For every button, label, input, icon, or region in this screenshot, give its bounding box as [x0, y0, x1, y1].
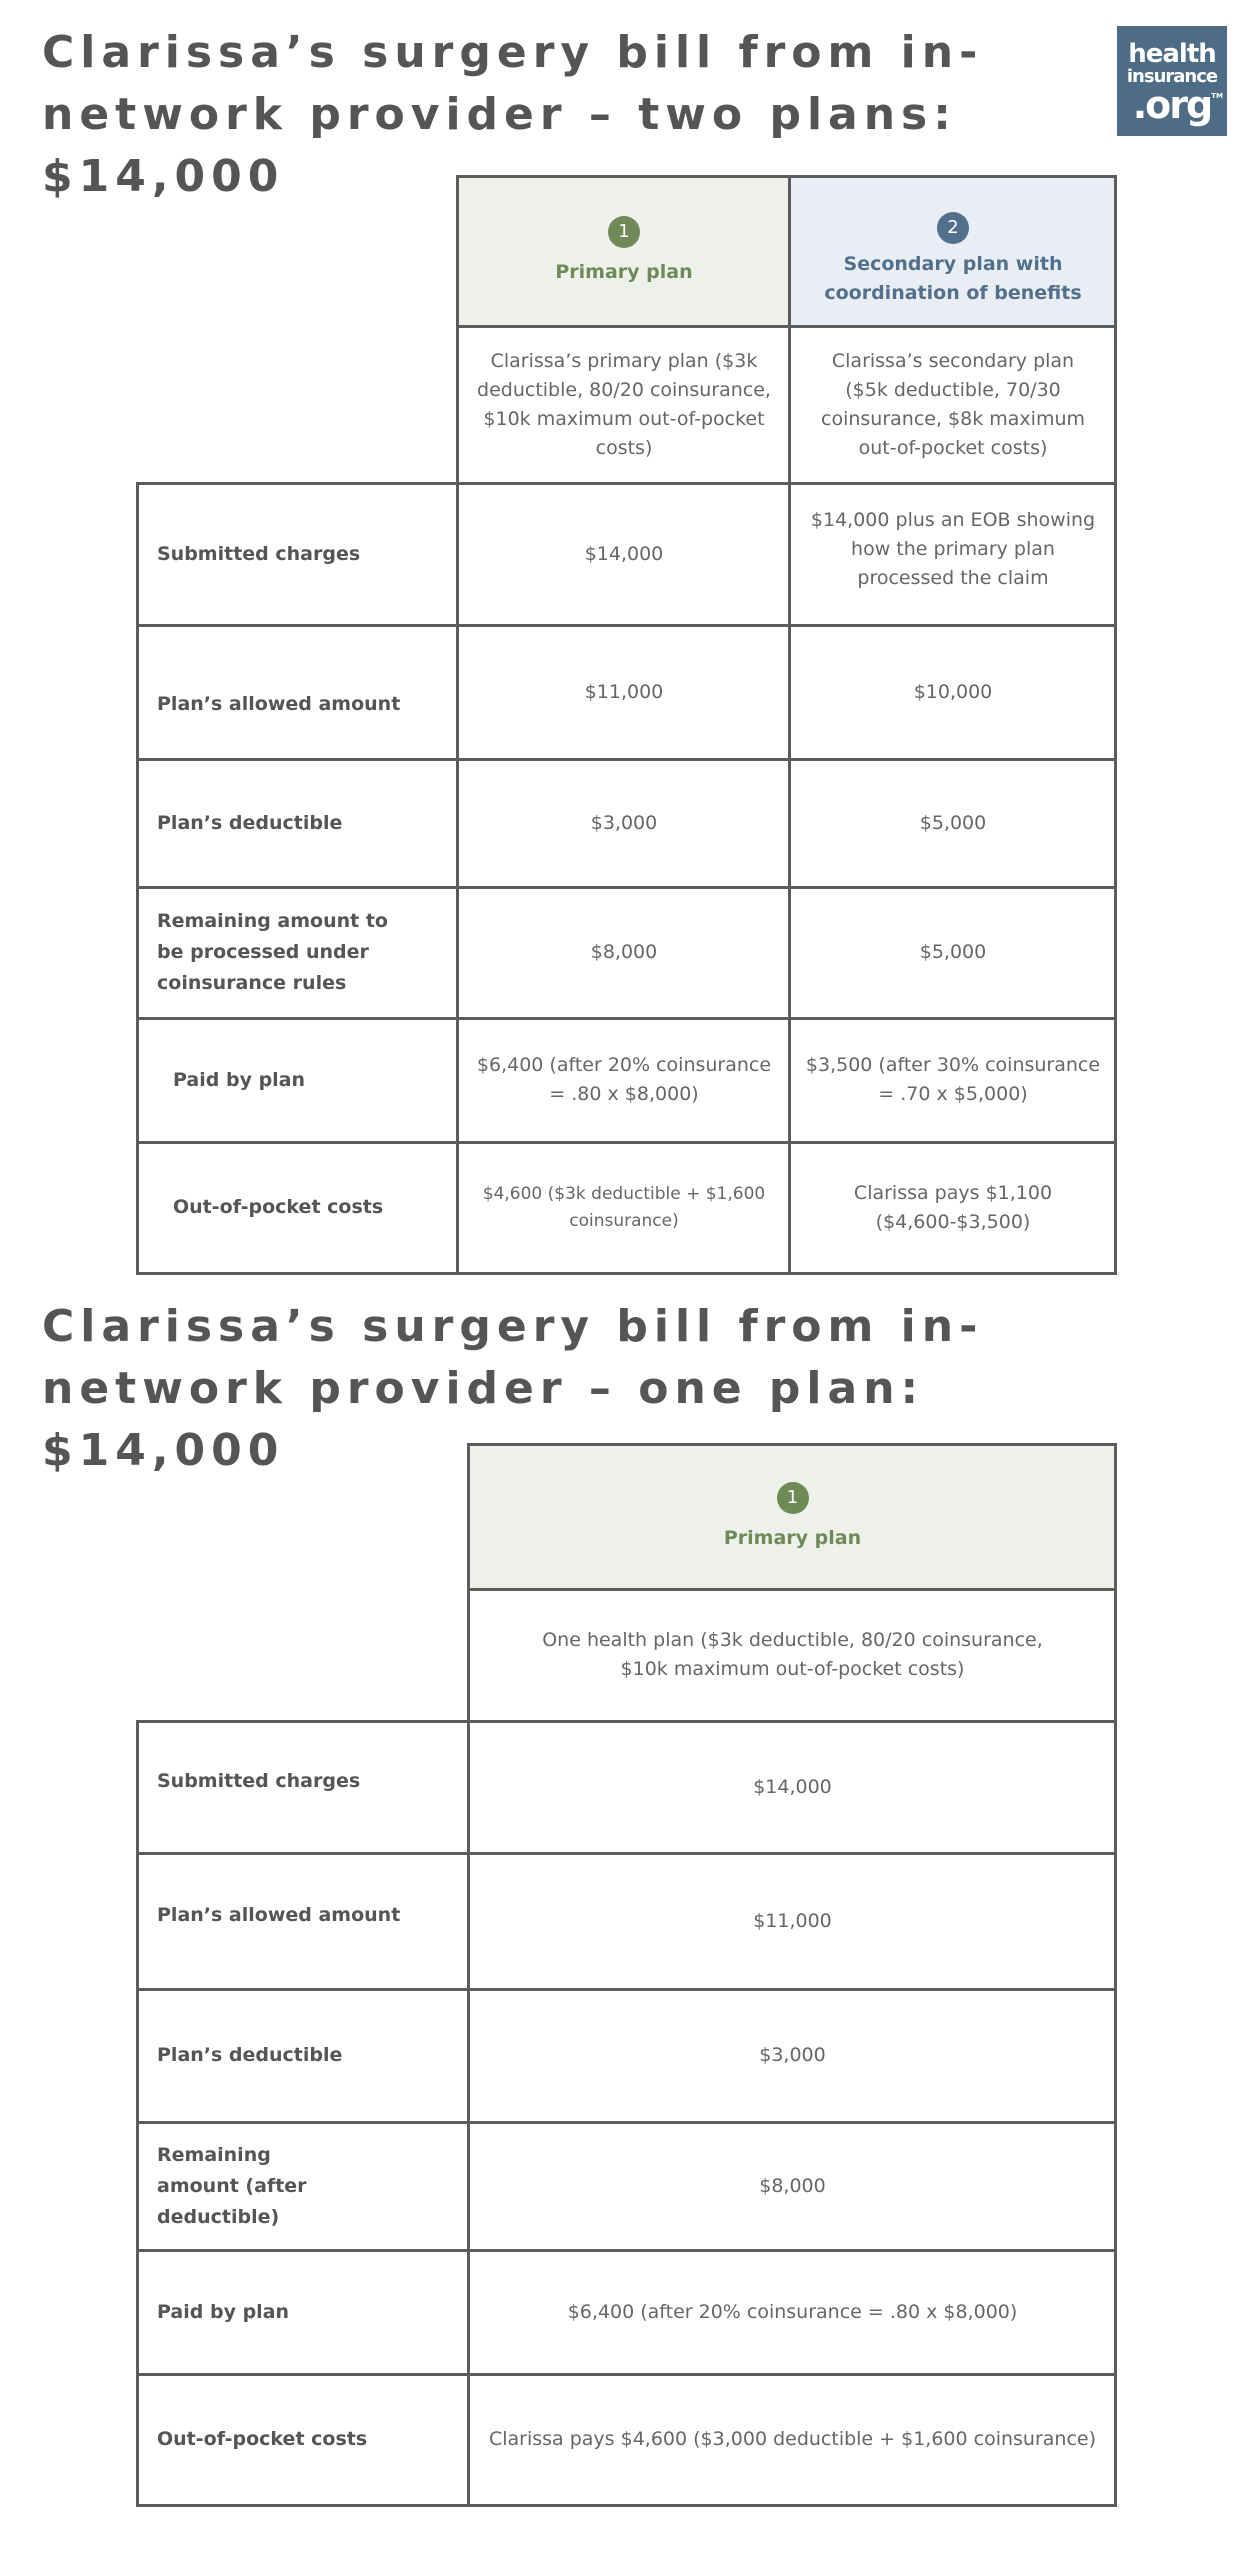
one-plan-paid-by-plan: $6,400 (after 20% coinsurance = .80 x $8,000) [567, 2300, 1018, 2323]
table-border [136, 1141, 1117, 1144]
row-label-remaining-amount: Remaining amount (after deductible) [157, 2143, 307, 2228]
primary-allowed-amount: $11,000 [584, 680, 664, 703]
row-label-allowed-amount: Plan’s allowed amount [157, 1903, 401, 1926]
one-plan-description: One health plan ($3k deductible, 80/20 coinsurance, $10k maximum out-of-pocket costs) [542, 1629, 1043, 1680]
secondary-out-of-pocket: Clarissa pays $1,100 ($4,600-$3,500) [853, 1181, 1053, 1233]
row-label-allowed-amount: Plan’s allowed amount [157, 692, 401, 715]
secondary-plan-title: Secondary plan with coordination of benefits [824, 253, 1082, 304]
one-plan-out-of-pocket: Clarissa pays $4,600 ($3,000 deductible + $1,600 coinsurance) [488, 2428, 1097, 2450]
logo-line-org: .org [1132, 83, 1212, 127]
row-label-deductible: Plan’s deductible [157, 2044, 343, 2066]
table-border [788, 175, 791, 1275]
row-label-paid-by-plan: Paid by plan [173, 1068, 306, 1091]
table-border [456, 175, 1117, 178]
table-border [136, 1017, 1117, 1020]
row-label-deductible: Plan’s deductible [157, 811, 343, 834]
table-border [136, 1272, 1117, 1275]
secondary-deductible: $5,000 [919, 811, 987, 834]
plan-number-badge: 1 [608, 216, 640, 248]
table-border [136, 758, 1117, 761]
table-border [136, 2504, 1117, 2507]
primary-out-of-pocket: $4,600 ($3k deductible + $1,600 coinsurance) [482, 1183, 766, 1231]
row-label-remaining-amount: Remaining amount to be processed under coinsurance rules [157, 910, 388, 994]
one-plan-allowed-amount: $11,000 [753, 1909, 832, 1932]
table-border [136, 1988, 1117, 1991]
table-border [456, 175, 459, 1275]
table-border [456, 325, 1117, 328]
table-border [1114, 1443, 1117, 2507]
secondary-paid-by-plan: $3,500 (after 30% coinsurance = .70 x $5,000) [805, 1054, 1101, 1105]
table-border [136, 624, 1117, 627]
one-plan-submitted-charges: $14,000 [753, 1775, 832, 1798]
table-border [136, 2249, 1117, 2252]
secondary-remaining-amount: $5,000 [919, 941, 987, 963]
table-border [467, 1443, 1117, 1446]
secondary-plan-description: Clarissa’s secondary plan ($5k deductible, 70/30 coinsurance, $8k maximum out-of-pocket costs) [821, 349, 1085, 459]
table-border [136, 1720, 1117, 1723]
table-border [1114, 175, 1117, 1275]
row-label-out-of-pocket: Out-of-pocket costs [157, 2428, 368, 2450]
logo-line-health: health [1128, 39, 1216, 69]
row-label-out-of-pocket: Out-of-pocket costs [173, 1196, 384, 1218]
plan-number-badge: 1 [777, 1482, 809, 1514]
primary-plan-description: Clarissa’s primary plan ($3k deductible, 80/20 coinsurance, $10k maximum out-of-pocket costs) [477, 349, 771, 459]
table-border [467, 1443, 470, 2507]
secondary-plan-header [791, 177, 1115, 325]
row-label-submitted-charges: Submitted charges [157, 542, 361, 565]
primary-plan-header [470, 1446, 1115, 1588]
primary-submitted-charges: $14,000 [584, 542, 664, 565]
primary-remaining-amount: $8,000 [590, 941, 658, 963]
healthinsurance-org-logo[interactable] [1117, 26, 1227, 136]
table-border [136, 482, 1117, 485]
row-label-submitted-charges: Submitted charges [157, 1769, 361, 1792]
row-label-paid-by-plan: Paid by plan [157, 2300, 290, 2323]
page-title-two-plans: Clarissa’s surgery bill from in-network provider – two plans: $14,000 [42, 27, 984, 202]
secondary-submitted-charges: $14,000 plus an EOB showing how the primary plan processed the claim [810, 508, 1096, 589]
secondary-allowed-amount: $10,000 [913, 680, 993, 703]
page-title-one-plan: Clarissa’s surgery bill from in-network provider – one plan: $14,000 [42, 1301, 984, 1476]
primary-plan-header [459, 177, 789, 325]
primary-paid-by-plan: $6,400 (after 20% coinsurance = .80 x $8,000) [476, 1054, 772, 1105]
logo-trademark: TM [1211, 92, 1223, 100]
table-border [136, 1720, 139, 2507]
one-plan-deductible: $3,000 [759, 2044, 826, 2066]
plan-number-badge: 2 [937, 212, 969, 244]
table-border [467, 1588, 1117, 1591]
table-border [136, 2373, 1117, 2376]
table-border [136, 2121, 1117, 2124]
primary-plan-title: Primary plan [723, 1526, 862, 1549]
logo-line-insurance: insurance [1126, 66, 1218, 87]
table-border [136, 482, 139, 1275]
primary-plan-title: Primary plan [555, 260, 693, 283]
table-border [136, 1852, 1117, 1855]
table-border [136, 886, 1117, 889]
primary-deductible: $3,000 [590, 811, 658, 834]
one-plan-remaining-amount: $8,000 [759, 2174, 826, 2197]
